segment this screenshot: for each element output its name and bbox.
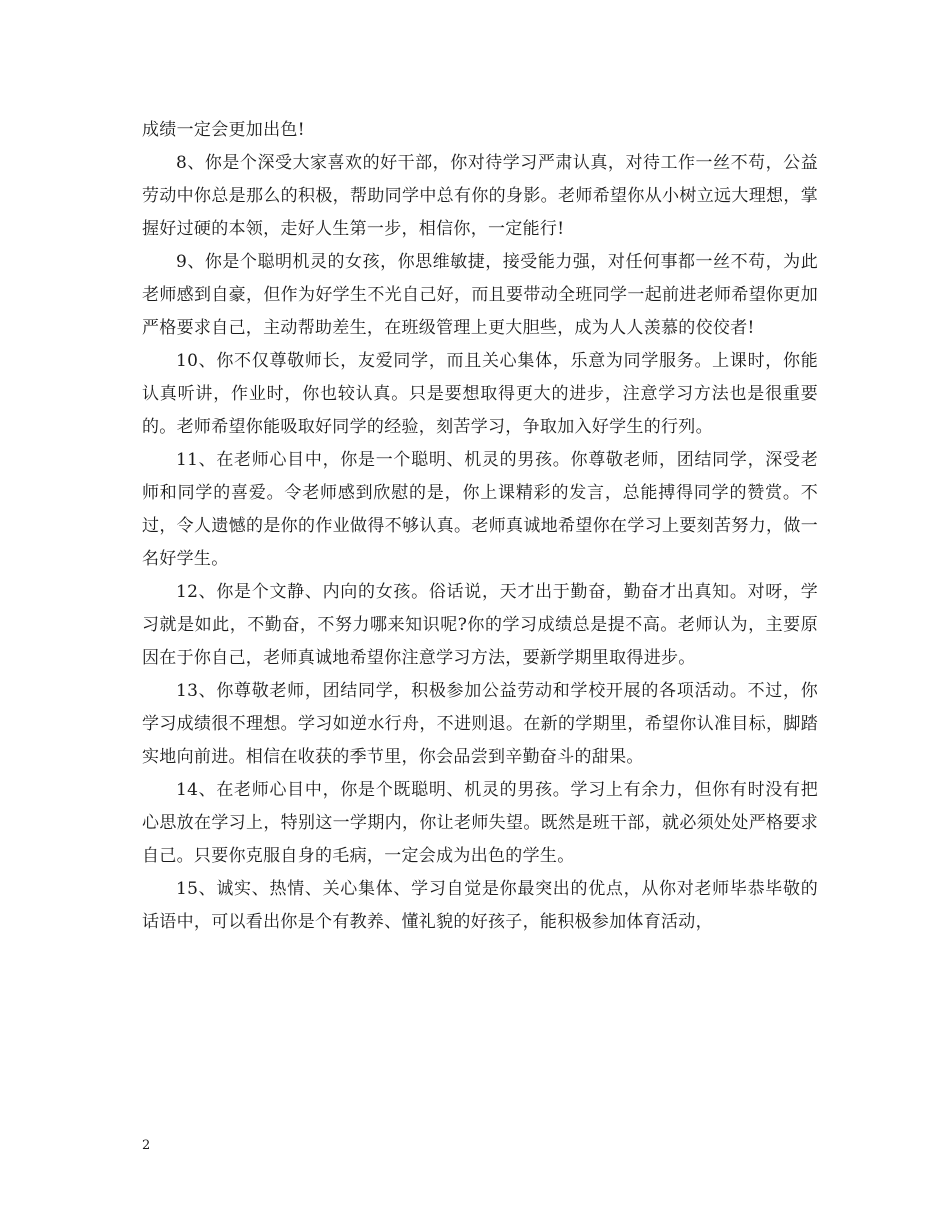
paragraph-item-9: 9、你是个聪明机灵的女孩，你思维敏捷，接受能力强，对任何事都一丝不苟，为此老师感到自豪，但作为好学生不光自己好，而且要带动全班同学一起前进老师希望你更加严格要求自己，主动帮助差生，在班级管理上更大胆些，成为人人羡慕的佼佼者! — [142, 252, 818, 338]
paragraph-item-11: 11、在老师心目中，你是一个聪明、机灵的男孩。你尊敬老师，团结同学，深受老师和同学的喜爱。令老师感到欣慰的是，你上课精彩的发言，总能搏得同学的赞赏。不过，令人遗憾的是你的作业做得不够认真。老师真诚地希望你在学习上要刻苦努力，做一名好学生。 — [142, 450, 818, 569]
document-body — [142, 114, 818, 939]
page-number: 2 — [142, 1138, 151, 1153]
paragraph-item-15: 15、诚实、热情、关心集体、学习自觉是你最突出的优点，从你对老师毕恭毕敬的话语中，可以看出你是个有教养、懂礼貌的好孩子，能积极参加体育活动， — [142, 879, 818, 932]
paragraph-item-8: 8、你是个深受大家喜欢的好干部，你对待学习严肃认真，对待工作一丝不苟，公益劳动中你总是那么的积极，帮助同学中总有你的身影。老师希望你从小树立远大理想，掌握好过硬的本领，走好人生第一步，相信你，一定能行! — [142, 153, 818, 239]
paragraph-continuation: 成绩一定会更加出色! — [142, 120, 305, 140]
paragraph-item-10: 10、你不仅尊敬师长，友爱同学，而且关心集体，乐意为同学服务。上课时，你能认真听讲，作业时，你也较认真。只是要想取得更大的进步，注意学习方法也是很重要的。老师希望你能吸取好同学的经验，刻苦学习，争取加入好学生的行列。 — [142, 351, 818, 437]
paragraph-item-13: 13、你尊敬老师，团结同学，积极参加公益劳动和学校开展的各项活动。不过，你学习成绩很不理想。学习如逆水行舟，不进则退。在新的学期里，希望你认准目标，脚踏实地向前进。相信在收获的季节里，你会品尝到辛勤奋斗的甜果。 — [142, 681, 818, 767]
paragraph-item-14: 14、在老师心目中，你是个既聪明、机灵的男孩。学习上有余力，但你有时没有把心思放在学习上，特别这一学期内，你让老师失望。既然是班干部，就必须处处严格要求自己。只要你克服自身的毛病，一定会成为出色的学生。 — [142, 780, 818, 866]
paragraph-item-12: 12、你是个文静、内向的女孩。俗话说，天才出于勤奋，勤奋才出真知。对呀，学习就是如此，不勤奋，不努力哪来知识呢?你的学习成绩总是提不高。老师认为，主要原因在于你自己，老师真诚地希望你注意学习方法，要新学期里取得进步。 — [142, 582, 818, 668]
